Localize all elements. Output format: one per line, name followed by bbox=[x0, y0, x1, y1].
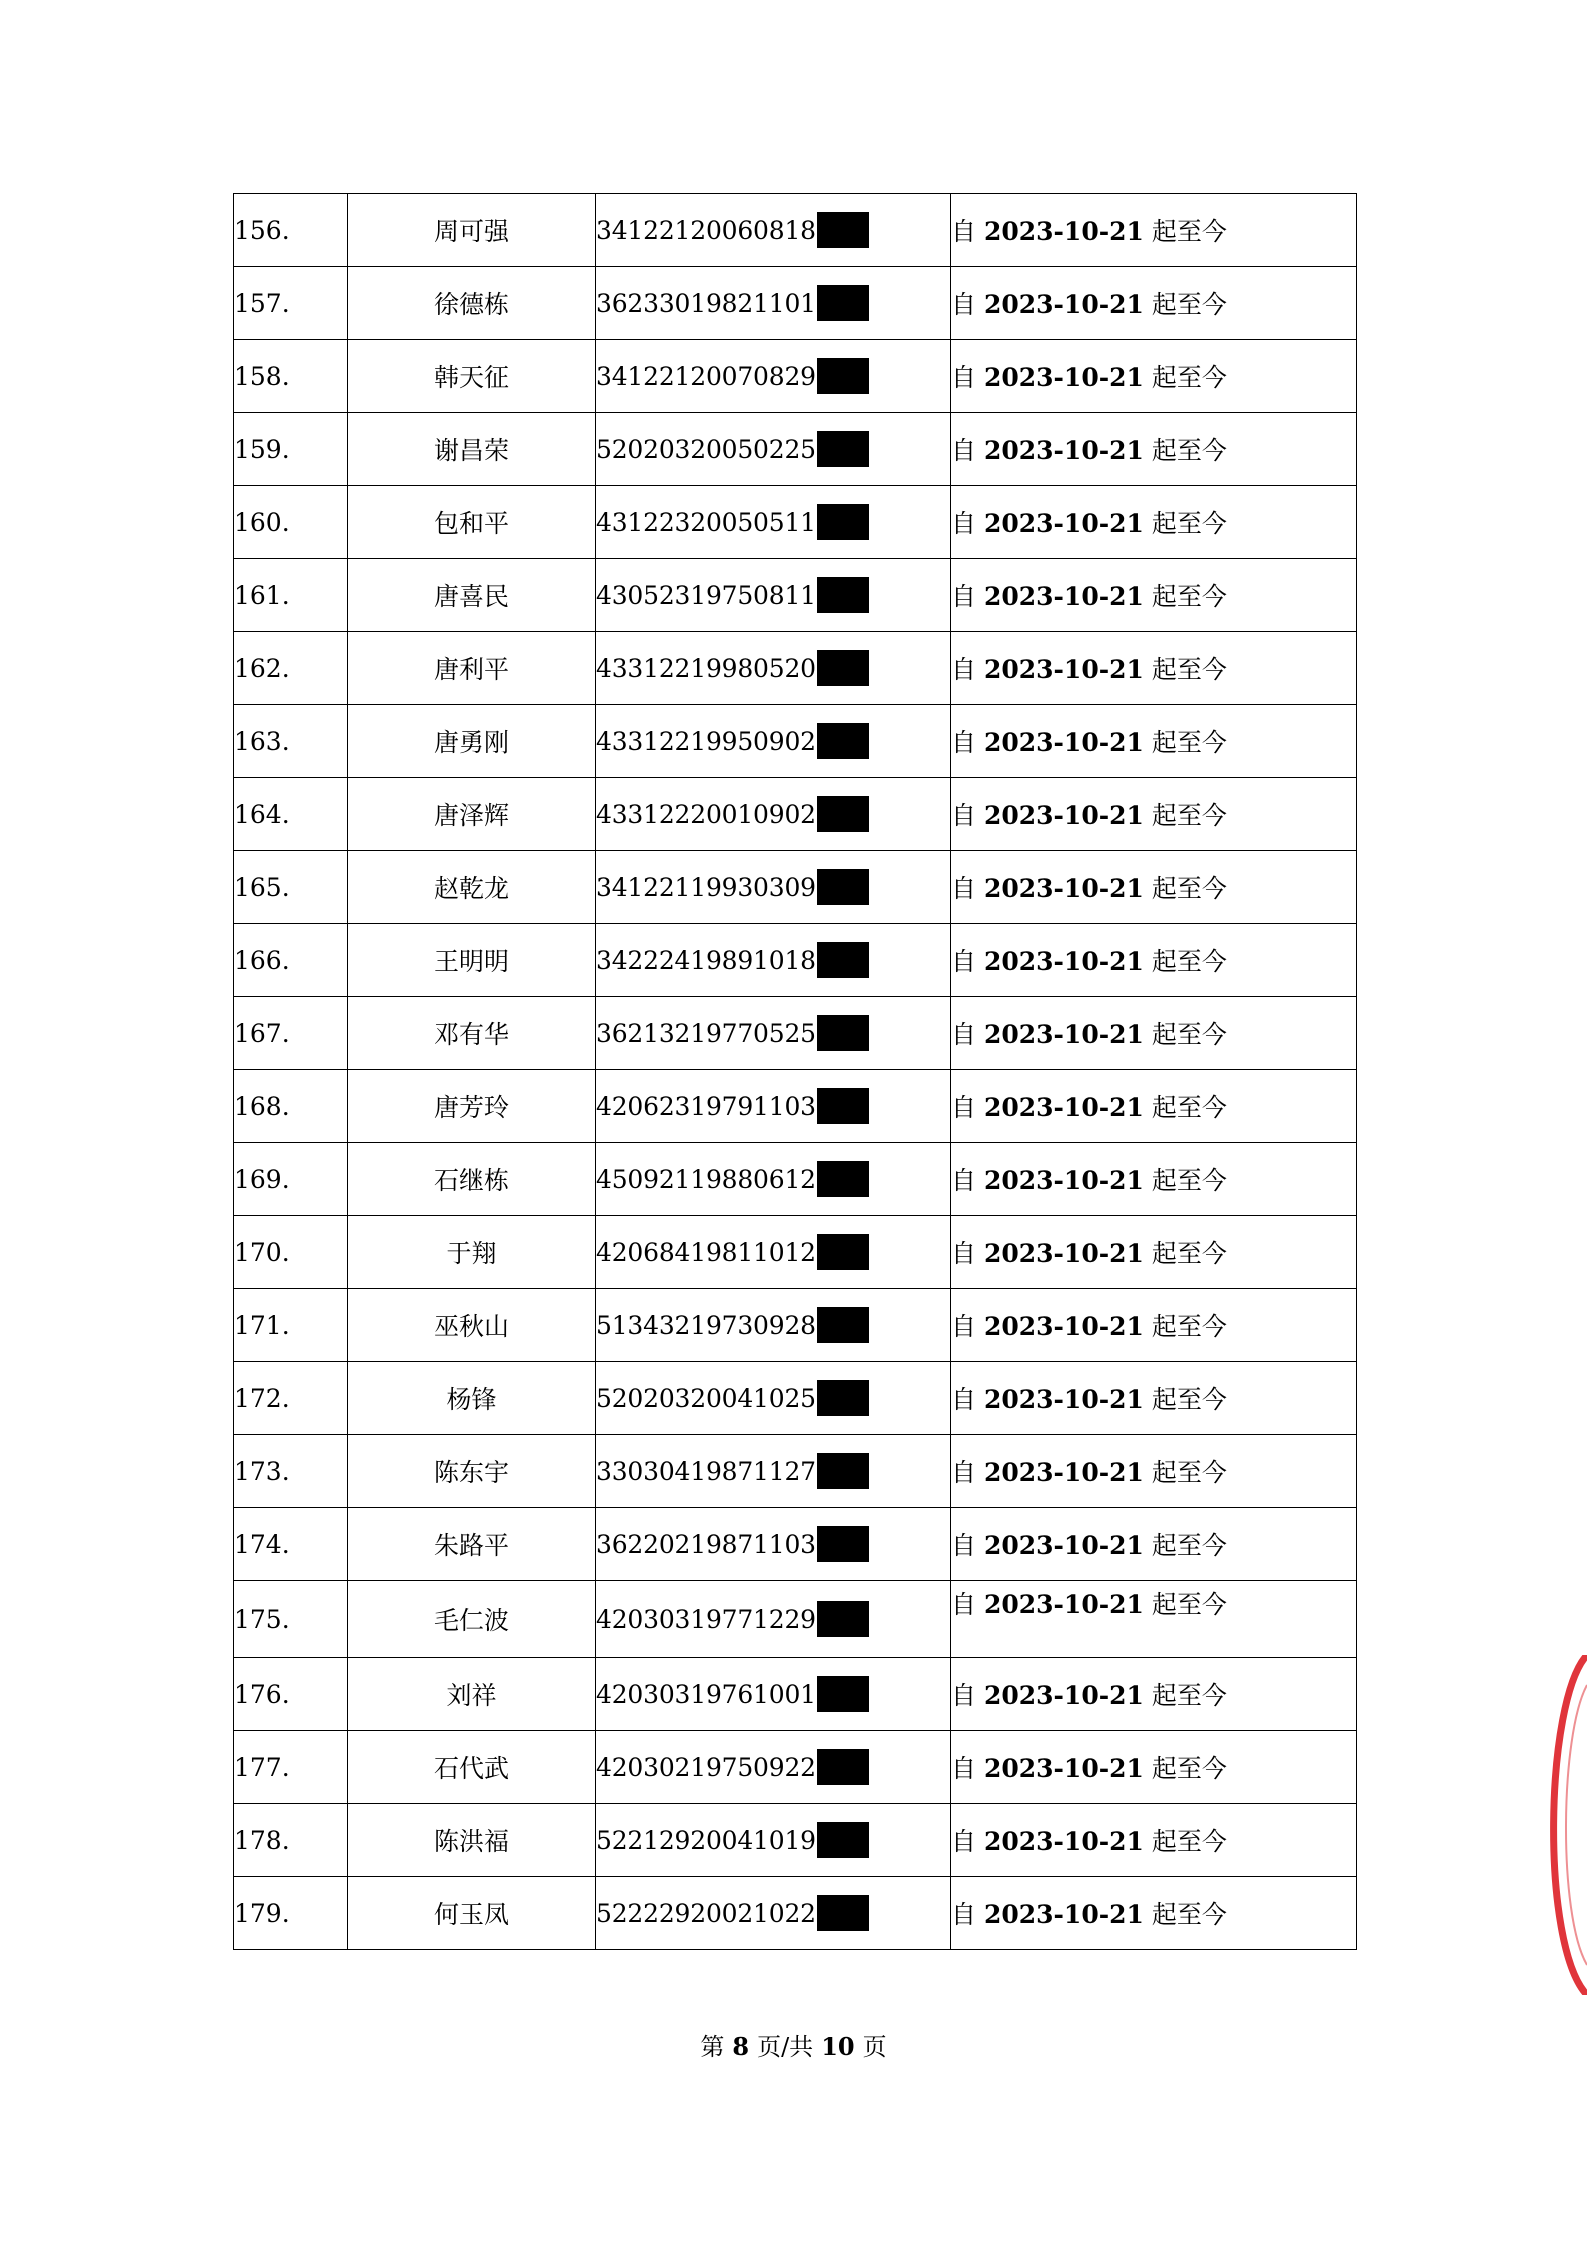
id-number-visible-digits: 43312219950902 bbox=[596, 726, 816, 756]
id-number-visible-digits: 45092119880612 bbox=[596, 1164, 816, 1194]
table-row bbox=[234, 924, 1357, 997]
date-prefix: 自 bbox=[951, 1020, 977, 1049]
person-name-cell: 杨锋 bbox=[348, 1362, 596, 1435]
table-row bbox=[234, 194, 1357, 267]
date-suffix: 起至今 bbox=[1151, 436, 1227, 465]
id-number-cell bbox=[596, 1581, 951, 1658]
date-prefix: 自 bbox=[951, 801, 977, 830]
person-name-cell: 王明明 bbox=[348, 924, 596, 997]
date-prefix: 自 bbox=[951, 728, 977, 757]
effective-date: 2023-10-21 bbox=[983, 801, 1144, 830]
effective-date: 2023-10-21 bbox=[983, 1020, 1144, 1049]
date-suffix: 起至今 bbox=[1151, 582, 1227, 611]
id-number-visible-digits: 34122120070829 bbox=[596, 361, 816, 391]
id-number-cell bbox=[596, 632, 951, 705]
id-number-cell bbox=[596, 267, 951, 340]
person-name-cell: 巫秋山 bbox=[348, 1289, 596, 1362]
row-number-cell: 164. bbox=[234, 778, 348, 851]
date-suffix: 起至今 bbox=[1151, 1827, 1227, 1856]
row-number-cell: 157. bbox=[234, 267, 348, 340]
person-name-cell: 赵乾龙 bbox=[348, 851, 596, 924]
row-number-cell: 174. bbox=[234, 1508, 348, 1581]
id-number-visible-digits: 42062319791103 bbox=[596, 1091, 816, 1121]
id-number-cell bbox=[596, 1289, 951, 1362]
effective-date-cell bbox=[951, 851, 1357, 924]
date-suffix: 起至今 bbox=[1151, 1093, 1227, 1122]
table-row bbox=[234, 486, 1357, 559]
footer-suffix: 页 bbox=[862, 2033, 887, 2061]
table-row bbox=[234, 559, 1357, 632]
person-name-cell: 谢昌荣 bbox=[348, 413, 596, 486]
person-name-cell: 于翔 bbox=[348, 1216, 596, 1289]
redaction-block bbox=[817, 1526, 869, 1562]
effective-date-cell bbox=[951, 486, 1357, 559]
date-suffix: 起至今 bbox=[1151, 1166, 1227, 1195]
effective-date: 2023-10-21 bbox=[983, 1093, 1144, 1122]
redaction-block bbox=[817, 1088, 869, 1124]
effective-date-cell bbox=[951, 1804, 1357, 1877]
table-row bbox=[234, 1581, 1357, 1658]
row-number-cell: 177. bbox=[234, 1731, 348, 1804]
date-prefix: 自 bbox=[951, 1590, 977, 1619]
date-suffix: 起至今 bbox=[1151, 509, 1227, 538]
table-row bbox=[234, 413, 1357, 486]
seal-inner-arc bbox=[1566, 1685, 1587, 1965]
redaction-block bbox=[817, 723, 869, 759]
person-name-cell: 何玉凤 bbox=[348, 1877, 596, 1950]
table-row bbox=[234, 1289, 1357, 1362]
id-number-visible-digits: 52222920021022 bbox=[596, 1898, 816, 1928]
id-number-visible-digits: 34222419891018 bbox=[596, 945, 816, 975]
date-prefix: 自 bbox=[951, 1681, 977, 1710]
table-row bbox=[234, 267, 1357, 340]
id-number-visible-digits: 42030319761001 bbox=[596, 1679, 816, 1709]
date-suffix: 起至今 bbox=[1151, 728, 1227, 757]
redaction-block bbox=[817, 1234, 869, 1270]
table-row bbox=[234, 1877, 1357, 1950]
date-prefix: 自 bbox=[951, 1093, 977, 1122]
table-row bbox=[234, 632, 1357, 705]
effective-date-cell bbox=[951, 1731, 1357, 1804]
date-suffix: 起至今 bbox=[1151, 801, 1227, 830]
redaction-block bbox=[817, 1601, 869, 1637]
roster-table-body bbox=[234, 194, 1357, 1950]
effective-date: 2023-10-21 bbox=[983, 1385, 1144, 1414]
footer-current-page: 8 bbox=[732, 2032, 750, 2061]
redaction-block bbox=[817, 650, 869, 686]
date-prefix: 自 bbox=[951, 217, 977, 246]
redaction-block bbox=[817, 796, 869, 832]
id-number-cell bbox=[596, 1508, 951, 1581]
effective-date-cell bbox=[951, 1435, 1357, 1508]
date-suffix: 起至今 bbox=[1151, 363, 1227, 392]
redaction-block bbox=[817, 212, 869, 248]
id-number-cell bbox=[596, 413, 951, 486]
effective-date-cell bbox=[951, 1070, 1357, 1143]
table-row bbox=[234, 705, 1357, 778]
table-row bbox=[234, 1070, 1357, 1143]
date-prefix: 自 bbox=[951, 1458, 977, 1487]
row-number-cell: 173. bbox=[234, 1435, 348, 1508]
person-name-cell: 石继栋 bbox=[348, 1143, 596, 1216]
row-number-cell: 158. bbox=[234, 340, 348, 413]
id-number-cell bbox=[596, 486, 951, 559]
person-name-cell: 周可强 bbox=[348, 194, 596, 267]
roster-table bbox=[233, 193, 1357, 1950]
id-number-cell bbox=[596, 924, 951, 997]
effective-date: 2023-10-21 bbox=[983, 1239, 1144, 1268]
date-prefix: 自 bbox=[951, 947, 977, 976]
table-row bbox=[234, 340, 1357, 413]
id-number-cell bbox=[596, 1435, 951, 1508]
row-number-cell: 156. bbox=[234, 194, 348, 267]
redaction-block bbox=[817, 1676, 869, 1712]
redaction-block bbox=[817, 577, 869, 613]
effective-date-cell bbox=[951, 340, 1357, 413]
footer-total-pages: 10 bbox=[821, 2032, 855, 2061]
footer-middle: 页/共 bbox=[757, 2033, 814, 2061]
effective-date: 2023-10-21 bbox=[983, 1531, 1144, 1560]
official-seal-stamp bbox=[1530, 1655, 1587, 1995]
effective-date-cell bbox=[951, 1508, 1357, 1581]
seal-ring-arc bbox=[1554, 1655, 1587, 1995]
table-row bbox=[234, 851, 1357, 924]
effective-date-cell bbox=[951, 778, 1357, 851]
table-row bbox=[234, 1804, 1357, 1877]
effective-date-cell bbox=[951, 559, 1357, 632]
row-number-cell: 162. bbox=[234, 632, 348, 705]
person-name-cell: 朱路平 bbox=[348, 1508, 596, 1581]
table-row bbox=[234, 1362, 1357, 1435]
id-number-visible-digits: 42030219750922 bbox=[596, 1752, 816, 1782]
date-prefix: 自 bbox=[951, 582, 977, 611]
redaction-block bbox=[817, 1380, 869, 1416]
effective-date-cell bbox=[951, 1143, 1357, 1216]
effective-date: 2023-10-21 bbox=[983, 728, 1144, 757]
row-number-cell: 167. bbox=[234, 997, 348, 1070]
id-number-visible-digits: 34122119930309 bbox=[596, 872, 816, 902]
date-prefix: 自 bbox=[951, 655, 977, 684]
effective-date-cell bbox=[951, 413, 1357, 486]
date-suffix: 起至今 bbox=[1151, 1239, 1227, 1268]
person-name-cell: 唐喜民 bbox=[348, 559, 596, 632]
effective-date: 2023-10-21 bbox=[983, 1590, 1144, 1619]
id-number-visible-digits: 43312220010902 bbox=[596, 799, 816, 829]
effective-date: 2023-10-21 bbox=[983, 655, 1144, 684]
effective-date: 2023-10-21 bbox=[983, 290, 1144, 319]
redaction-block bbox=[817, 358, 869, 394]
effective-date: 2023-10-21 bbox=[983, 1458, 1144, 1487]
effective-date-cell bbox=[951, 1581, 1357, 1658]
effective-date-cell bbox=[951, 632, 1357, 705]
redaction-block bbox=[817, 1161, 869, 1197]
date-prefix: 自 bbox=[951, 290, 977, 319]
row-number-cell: 176. bbox=[234, 1658, 348, 1731]
person-name-cell: 包和平 bbox=[348, 486, 596, 559]
date-suffix: 起至今 bbox=[1151, 1458, 1227, 1487]
effective-date: 2023-10-21 bbox=[983, 509, 1144, 538]
row-number-cell: 159. bbox=[234, 413, 348, 486]
id-number-visible-digits: 42068419811012 bbox=[596, 1237, 816, 1267]
id-number-cell bbox=[596, 705, 951, 778]
date-suffix: 起至今 bbox=[1151, 217, 1227, 246]
footer-prefix: 第 bbox=[700, 2033, 725, 2061]
table-row bbox=[234, 1435, 1357, 1508]
row-number-cell: 168. bbox=[234, 1070, 348, 1143]
effective-date-cell bbox=[951, 1658, 1357, 1731]
effective-date-cell bbox=[951, 924, 1357, 997]
date-prefix: 自 bbox=[951, 1239, 977, 1268]
id-number-visible-digits: 36220219871103 bbox=[596, 1529, 816, 1559]
id-number-cell bbox=[596, 1143, 951, 1216]
person-name-cell: 邓有华 bbox=[348, 997, 596, 1070]
id-number-cell bbox=[596, 1877, 951, 1950]
row-number-cell: 169. bbox=[234, 1143, 348, 1216]
redaction-block bbox=[817, 1015, 869, 1051]
row-number-cell: 179. bbox=[234, 1877, 348, 1950]
id-number-cell bbox=[596, 851, 951, 924]
table-row bbox=[234, 1508, 1357, 1581]
id-number-visible-digits: 36233019821101 bbox=[596, 288, 816, 318]
person-name-cell: 唐芳玲 bbox=[348, 1070, 596, 1143]
date-suffix: 起至今 bbox=[1151, 1900, 1227, 1929]
id-number-cell bbox=[596, 1731, 951, 1804]
effective-date: 2023-10-21 bbox=[983, 1681, 1144, 1710]
date-prefix: 自 bbox=[951, 874, 977, 903]
date-prefix: 自 bbox=[951, 363, 977, 392]
table-row bbox=[234, 997, 1357, 1070]
effective-date: 2023-10-21 bbox=[983, 1312, 1144, 1341]
date-suffix: 起至今 bbox=[1151, 655, 1227, 684]
date-suffix: 起至今 bbox=[1151, 947, 1227, 976]
row-number-cell: 163. bbox=[234, 705, 348, 778]
effective-date-cell bbox=[951, 267, 1357, 340]
id-number-cell bbox=[596, 1216, 951, 1289]
row-number-cell: 161. bbox=[234, 559, 348, 632]
date-suffix: 起至今 bbox=[1151, 1312, 1227, 1341]
effective-date: 2023-10-21 bbox=[983, 363, 1144, 392]
id-number-cell bbox=[596, 194, 951, 267]
person-name-cell: 刘祥 bbox=[348, 1658, 596, 1731]
row-number-cell: 165. bbox=[234, 851, 348, 924]
effective-date-cell bbox=[951, 1877, 1357, 1950]
effective-date: 2023-10-21 bbox=[983, 874, 1144, 903]
id-number-visible-digits: 43122320050511 bbox=[596, 507, 816, 537]
effective-date: 2023-10-21 bbox=[983, 217, 1144, 246]
id-number-visible-digits: 52020320050225 bbox=[596, 434, 816, 464]
id-number-visible-digits: 51343219730928 bbox=[596, 1310, 816, 1340]
effective-date: 2023-10-21 bbox=[983, 582, 1144, 611]
effective-date: 2023-10-21 bbox=[983, 1166, 1144, 1195]
effective-date: 2023-10-21 bbox=[983, 436, 1144, 465]
id-number-visible-digits: 34122120060818 bbox=[596, 215, 816, 245]
row-number-cell: 178. bbox=[234, 1804, 348, 1877]
person-name-cell: 毛仁波 bbox=[348, 1581, 596, 1658]
redaction-block bbox=[817, 285, 869, 321]
date-prefix: 自 bbox=[951, 1312, 977, 1341]
row-number-cell: 160. bbox=[234, 486, 348, 559]
redaction-block bbox=[817, 869, 869, 905]
date-suffix: 起至今 bbox=[1151, 1531, 1227, 1560]
id-number-visible-digits: 36213219770525 bbox=[596, 1018, 816, 1048]
effective-date-cell bbox=[951, 194, 1357, 267]
redaction-block bbox=[817, 1307, 869, 1343]
date-prefix: 自 bbox=[951, 1827, 977, 1856]
row-number-cell: 171. bbox=[234, 1289, 348, 1362]
id-number-visible-digits: 42030319771229 bbox=[596, 1604, 816, 1634]
row-number-cell: 175. bbox=[234, 1581, 348, 1658]
person-name-cell: 石代武 bbox=[348, 1731, 596, 1804]
id-number-cell bbox=[596, 778, 951, 851]
date-prefix: 自 bbox=[951, 1166, 977, 1195]
id-number-cell bbox=[596, 1362, 951, 1435]
date-suffix: 起至今 bbox=[1151, 290, 1227, 319]
date-prefix: 自 bbox=[951, 1531, 977, 1560]
date-suffix: 起至今 bbox=[1151, 1754, 1227, 1783]
redaction-block bbox=[817, 1895, 869, 1931]
id-number-cell bbox=[596, 997, 951, 1070]
person-name-cell: 唐勇刚 bbox=[348, 705, 596, 778]
redaction-block bbox=[817, 1453, 869, 1489]
effective-date: 2023-10-21 bbox=[983, 947, 1144, 976]
table-row bbox=[234, 1731, 1357, 1804]
id-number-cell bbox=[596, 1070, 951, 1143]
row-number-cell: 170. bbox=[234, 1216, 348, 1289]
effective-date: 2023-10-21 bbox=[983, 1827, 1144, 1856]
effective-date-cell bbox=[951, 997, 1357, 1070]
effective-date-cell bbox=[951, 1216, 1357, 1289]
date-prefix: 自 bbox=[951, 436, 977, 465]
id-number-visible-digits: 52020320041025 bbox=[596, 1383, 816, 1413]
person-name-cell: 唐泽辉 bbox=[348, 778, 596, 851]
effective-date: 2023-10-21 bbox=[983, 1754, 1144, 1783]
date-suffix: 起至今 bbox=[1151, 1681, 1227, 1710]
date-prefix: 自 bbox=[951, 509, 977, 538]
redaction-block bbox=[817, 1749, 869, 1785]
person-name-cell: 陈东宇 bbox=[348, 1435, 596, 1508]
row-number-cell: 172. bbox=[234, 1362, 348, 1435]
table-row bbox=[234, 1658, 1357, 1731]
date-suffix: 起至今 bbox=[1151, 1590, 1227, 1619]
id-number-cell bbox=[596, 340, 951, 413]
date-suffix: 起至今 bbox=[1151, 1385, 1227, 1414]
date-suffix: 起至今 bbox=[1151, 874, 1227, 903]
effective-date-cell bbox=[951, 1289, 1357, 1362]
page-footer bbox=[0, 2027, 1587, 2062]
table-row bbox=[234, 1143, 1357, 1216]
person-name-cell: 徐德栋 bbox=[348, 267, 596, 340]
id-number-visible-digits: 43312219980520 bbox=[596, 653, 816, 683]
date-suffix: 起至今 bbox=[1151, 1020, 1227, 1049]
id-number-cell bbox=[596, 1804, 951, 1877]
date-prefix: 自 bbox=[951, 1385, 977, 1414]
redaction-block bbox=[817, 504, 869, 540]
redaction-block bbox=[817, 431, 869, 467]
date-prefix: 自 bbox=[951, 1754, 977, 1783]
effective-date: 2023-10-21 bbox=[983, 1900, 1144, 1929]
row-number-cell: 166. bbox=[234, 924, 348, 997]
table-row bbox=[234, 1216, 1357, 1289]
person-name-cell: 唐利平 bbox=[348, 632, 596, 705]
id-number-visible-digits: 33030419871127 bbox=[596, 1456, 816, 1486]
effective-date-cell bbox=[951, 705, 1357, 778]
person-name-cell: 韩天征 bbox=[348, 340, 596, 413]
date-prefix: 自 bbox=[951, 1900, 977, 1929]
effective-date-cell bbox=[951, 1362, 1357, 1435]
id-number-cell bbox=[596, 559, 951, 632]
table-row bbox=[234, 778, 1357, 851]
person-name-cell: 陈洪福 bbox=[348, 1804, 596, 1877]
id-number-cell bbox=[596, 1658, 951, 1731]
id-number-visible-digits: 43052319750811 bbox=[596, 580, 816, 610]
redaction-block bbox=[817, 942, 869, 978]
id-number-visible-digits: 52212920041019 bbox=[596, 1825, 816, 1855]
redaction-block bbox=[817, 1822, 869, 1858]
